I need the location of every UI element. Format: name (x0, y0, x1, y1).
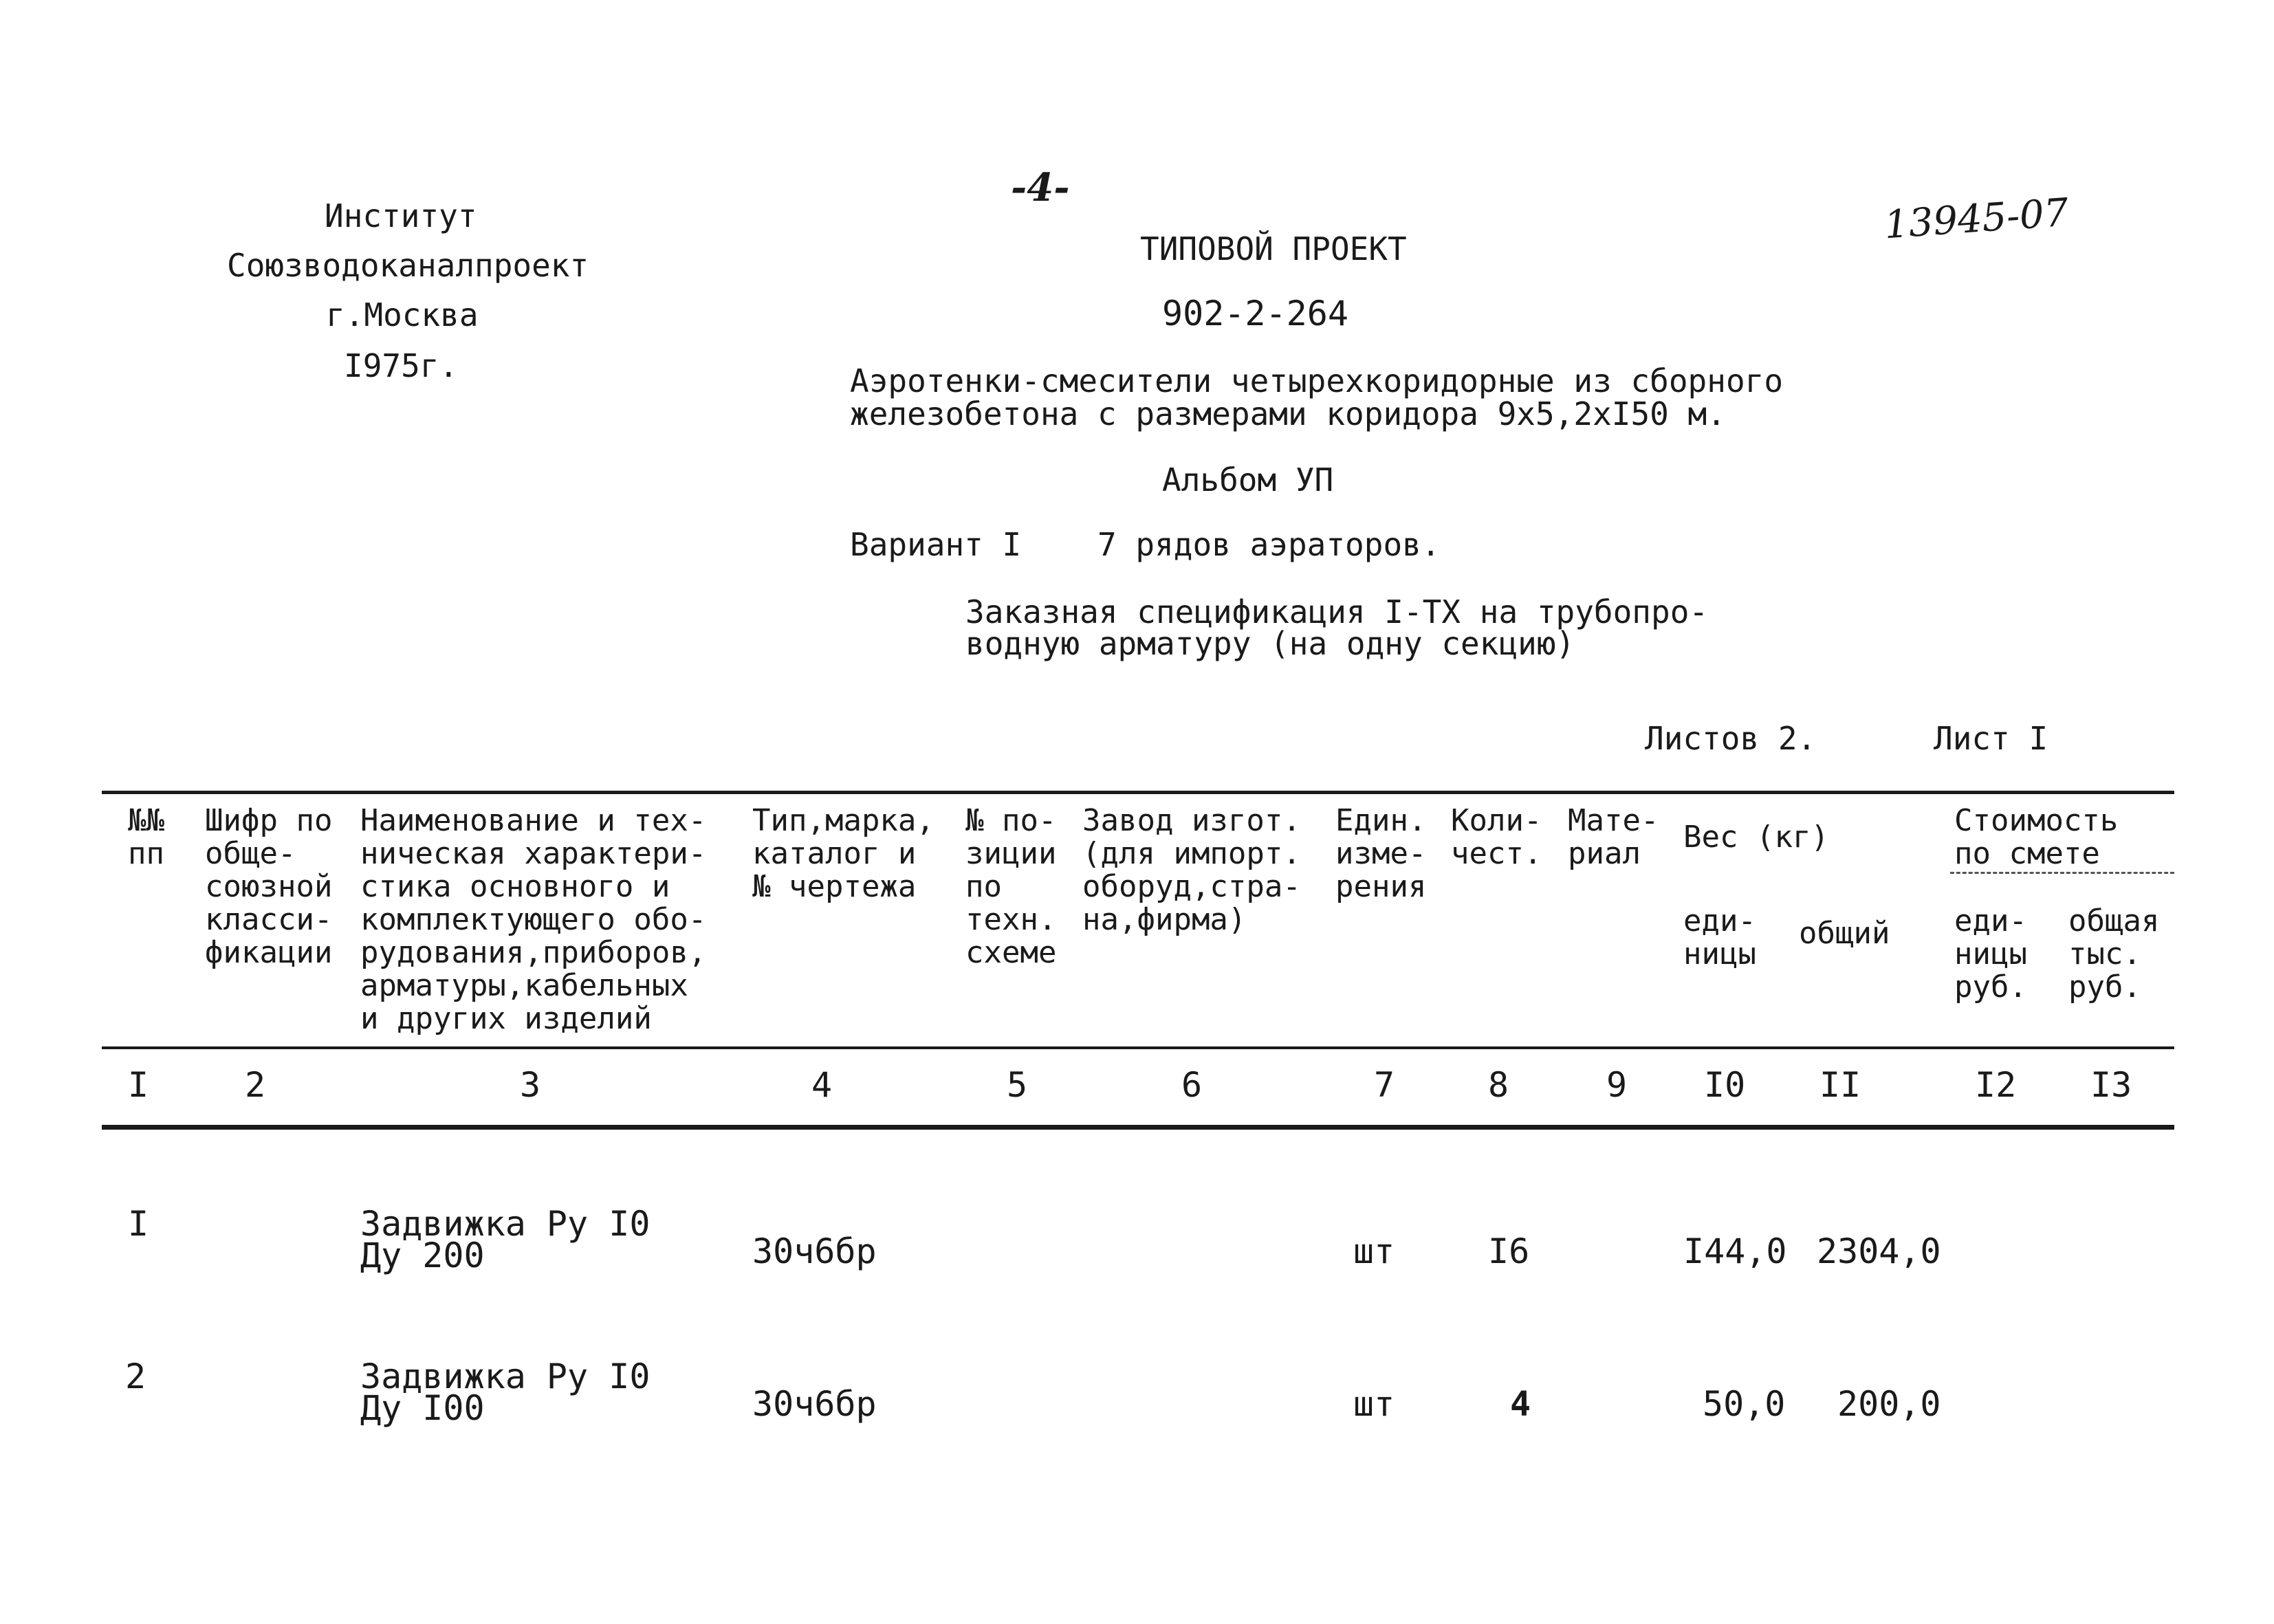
spec-title-line1: Заказная спецификация I-ТХ на трубопро- (965, 593, 1709, 630)
header-classification-code: Шифр по обще- союзной класси- фикации (205, 803, 333, 970)
header-cost: Стоимость по смете (1954, 803, 2119, 871)
cost-header-divider (1950, 872, 2174, 874)
header-weight: Вес (кг) (1683, 820, 1829, 855)
item-weight-unit: 50,0 (1703, 1384, 1786, 1424)
item-name-line1: Задвижка Ру I0 (360, 1357, 651, 1396)
item-unit: шт (1353, 1231, 1395, 1271)
column-number: 2 (245, 1065, 266, 1105)
variant-label: Вариант I 7 рядов аэраторов. (850, 526, 1441, 563)
project-number: 902-2-264 (1162, 294, 1348, 333)
sheets-total: Листов 2. (1645, 720, 1817, 757)
item-quantity: 4 (1510, 1384, 1531, 1424)
table-top-rule (102, 791, 2174, 794)
header-row-number: №№ пп (128, 803, 164, 871)
item-name-line2: Ду I00 (360, 1388, 485, 1428)
header-cost-total: общая тыс. руб. (2068, 903, 2160, 1005)
header-name: Наименование и тех- ническая характери- стика основного и комплектующего обо- рудования,приборов, арматуры,кабельных и других изделий (360, 803, 707, 1036)
document-code: 13945-07 (1883, 190, 2070, 248)
column-number: 5 (1007, 1065, 1028, 1105)
header-material: Мате- риал (1568, 803, 1659, 871)
header-type: Тип,марка, каталог и № чертежа (752, 803, 934, 904)
item-type: 30ч6бр (752, 1231, 877, 1271)
institute-name: Институт (325, 197, 477, 234)
item-unit: шт (1353, 1384, 1395, 1424)
header-weight-unit: еди- ницы (1683, 903, 1756, 972)
column-number: 3 (520, 1065, 541, 1105)
sheet-number: Лист I (1934, 720, 2048, 757)
column-number: 8 (1488, 1065, 1509, 1105)
item-weight-total: 200,0 (1837, 1384, 1941, 1424)
column-number: I3 (2090, 1065, 2132, 1105)
project-label: ТИПОВОЙ ПРОЕКТ (1140, 230, 1407, 267)
column-number: 9 (1606, 1065, 1628, 1105)
header-bottom-rule (102, 1046, 2174, 1049)
spec-title-line2: водную арматуру (на одну секцию) (965, 625, 1575, 662)
header-cost-unit: еди- ницы руб. (1954, 903, 2027, 1005)
row-number: I (128, 1204, 149, 1244)
item-name-line2: Ду 200 (360, 1236, 485, 1275)
institute-org: Союзводоканалпроект (227, 247, 589, 284)
item-type: 30ч6бр (752, 1384, 877, 1424)
header-position: № по- зиции по техн. схеме (965, 803, 1057, 970)
item-weight-unit: I44,0 (1683, 1231, 1787, 1271)
institute-city: г.Москва (326, 296, 479, 333)
column-number: II (1819, 1065, 1861, 1105)
column-number: I2 (1975, 1065, 2017, 1105)
institute-year: I975г. (344, 347, 459, 384)
header-unit: Един. изме- рения (1335, 803, 1427, 904)
project-title-line2: железобетона с размерами коридора 9х5,2хI50 м. (850, 395, 1726, 432)
header-quantity: Коли- чест. (1451, 803, 1542, 871)
header-weight-total: общий (1799, 916, 1890, 951)
album-label: Альбом УП (1162, 461, 1334, 498)
item-weight-total: 2304,0 (1817, 1231, 1941, 1271)
column-number: 4 (811, 1065, 833, 1105)
column-numbers-rule (102, 1125, 2174, 1130)
item-name-line1: Задвижка Ру I0 (360, 1204, 651, 1244)
column-number: I (128, 1065, 149, 1105)
row-number: 2 (125, 1357, 146, 1396)
column-number: I0 (1704, 1065, 1746, 1105)
header-manufacturer: Завод изгот. (для импорт. оборуд,стра- на,фирма) (1082, 803, 1301, 937)
column-number: 6 (1181, 1065, 1203, 1105)
column-number: 7 (1374, 1065, 1395, 1105)
project-title-line1: Аэротенки-смесители четырехкоридорные из сборного (850, 362, 1784, 399)
page-number: -4- (1011, 165, 1070, 210)
item-quantity: I6 (1488, 1231, 1530, 1271)
